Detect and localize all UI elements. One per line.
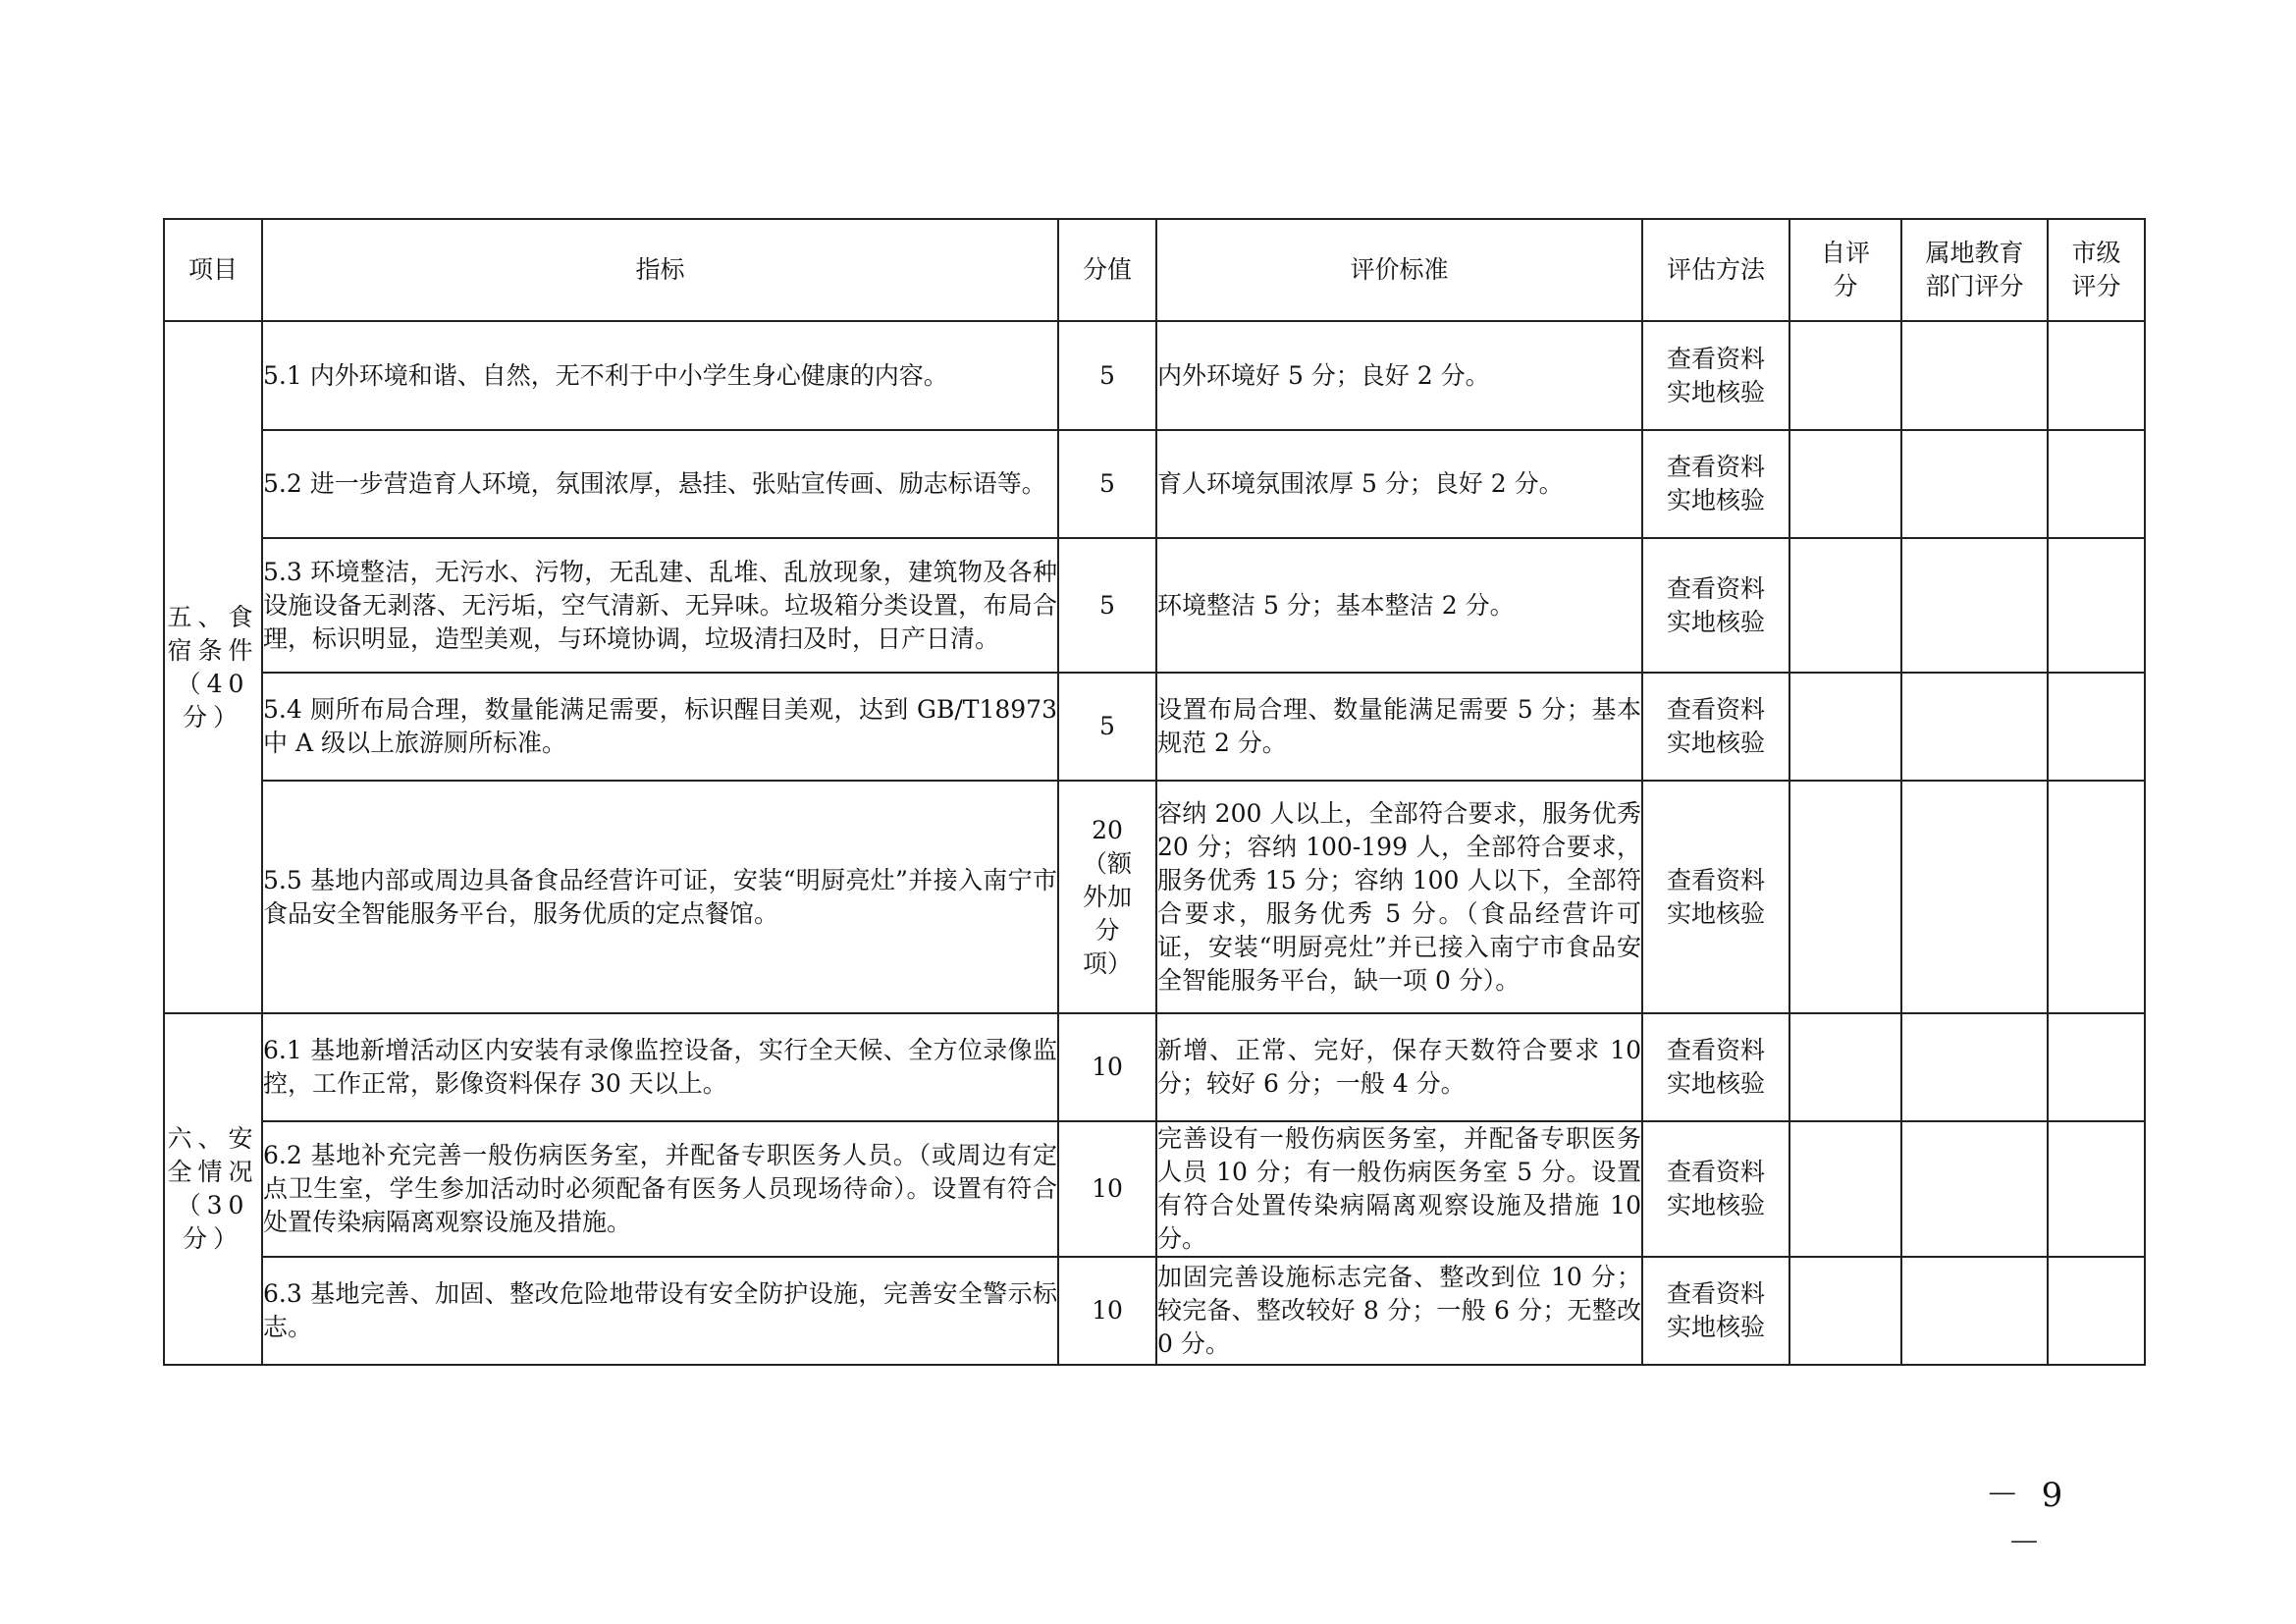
- method-line: 查看资料: [1666, 1036, 1765, 1064]
- score-cell: 10: [1058, 1121, 1156, 1257]
- local-score-cell[interactable]: [1901, 673, 2048, 781]
- score-cell: 5: [1058, 538, 1156, 673]
- method-line: 实地核验: [1666, 1313, 1765, 1341]
- local-score-cell[interactable]: [1901, 430, 2048, 538]
- self-score-cell[interactable]: [1789, 430, 1901, 538]
- indicator-cell: 5.2 进一步营造育人环境，氛围浓厚，悬挂、张贴宣传画、励志标语等。: [262, 430, 1058, 538]
- method-line: 实地核验: [1666, 607, 1765, 636]
- local-score-cell[interactable]: [1901, 321, 2048, 430]
- criteria-cell: 内外环境好 5 分；良好 2 分。: [1156, 321, 1642, 430]
- criteria-cell: 设置布局合理、数量能满足需要 5 分；基本规范 2 分。: [1156, 673, 1642, 781]
- indicator-cell: 6.3 基地完善、加固、整改危险地带设有安全防护设施，完善安全警示标志。: [262, 1257, 1058, 1365]
- self-score-cell[interactable]: [1789, 781, 1901, 1013]
- city-score-cell[interactable]: [2048, 1121, 2145, 1257]
- method-line: 实地核验: [1666, 377, 1765, 406]
- score-cell: 5: [1058, 321, 1156, 430]
- table-row: [164, 1013, 2145, 1121]
- table-row: [164, 1121, 2145, 1257]
- header-score: 分值: [1058, 219, 1156, 321]
- self-score-cell[interactable]: [1789, 1013, 1901, 1121]
- indicator-cell: 5.3 环境整洁，无污水、污物，无乱建、乱堆、乱放现象，建筑物及各种设施设备无剥落、无污垢，空气清新、无异味。垃圾箱分类设置，布局合理，标识明显，造型美观，与环境协调，垃圾清扫及时，日产日清。: [262, 538, 1058, 673]
- method-line: 实地核验: [1666, 1069, 1765, 1098]
- indicator-cell: 5.5 基地内部或周边具备食品经营许可证，安装“明厨亮灶”并接入南宁市食品安全智能服务平台，服务优质的定点餐馆。: [262, 781, 1058, 1013]
- score-cell: 10: [1058, 1257, 1156, 1365]
- self-score-cell[interactable]: [1789, 538, 1901, 673]
- method-line: 实地核验: [1666, 729, 1765, 757]
- score-cell: 20（额外加分项）: [1058, 781, 1156, 1013]
- city-score-cell[interactable]: [2048, 538, 2145, 673]
- method-line: 查看资料: [1666, 1279, 1765, 1308]
- self-score-cell[interactable]: [1789, 1257, 1901, 1365]
- method-cell: [1642, 781, 1789, 1013]
- indicator-cell: 5.4 厕所布局合理，数量能满足需要，标识醒目美观，达到 GB/T18973 中 A 级以上旅游厕所标准。: [262, 673, 1058, 781]
- score-cell: 5: [1058, 430, 1156, 538]
- city-score-cell[interactable]: [2048, 781, 2145, 1013]
- method-cell: [1642, 1013, 1789, 1121]
- local-score-cell[interactable]: [1901, 538, 2048, 673]
- method-cell: [1642, 321, 1789, 430]
- method-cell: [1642, 538, 1789, 673]
- local-score-cell[interactable]: [1901, 1121, 2048, 1257]
- header-criteria: 评价标准: [1156, 219, 1642, 321]
- city-score-cell[interactable]: [2048, 673, 2145, 781]
- criteria-cell: 育人环境氛围浓厚 5 分；良好 2 分。: [1156, 430, 1642, 538]
- method-line: 实地核验: [1666, 898, 1765, 928]
- local-score-cell[interactable]: [1901, 1013, 2048, 1121]
- self-score-cell[interactable]: [1789, 321, 1901, 430]
- method-line: 查看资料: [1666, 453, 1765, 481]
- table-row: [164, 538, 2145, 673]
- score-cell: 5: [1058, 673, 1156, 781]
- header-city-score: 市级评分: [2048, 219, 2145, 321]
- method-line: 实地核验: [1666, 1191, 1765, 1219]
- indicator-cell: 5.1 内外环境和谐、自然，无不利于中小学生身心健康的内容。: [262, 321, 1058, 430]
- city-score-cell[interactable]: [2048, 321, 2145, 430]
- method-cell: [1642, 1257, 1789, 1365]
- city-score-cell[interactable]: [2048, 1013, 2145, 1121]
- criteria-cell: 完善设有一般伤病医务室，并配备专职医务人员 10 分；有一般伤病医务室 5 分。设置有符合处置传染病隔离观察设施及措施 10 分。: [1156, 1121, 1642, 1257]
- indicator-cell: 6.2 基地补充完善一般伤病医务室，并配备专职医务人员。（或周边有定点卫生室，学生参加活动时必须配备有医务人员现场待命）。设置有符合处置传染病隔离观察设施及措施。: [262, 1121, 1058, 1257]
- method-line: 实地核验: [1666, 486, 1765, 514]
- header-row: [164, 219, 2145, 321]
- table-row: [164, 673, 2145, 781]
- city-score-cell[interactable]: [2048, 430, 2145, 538]
- indicator-cell: 6.1 基地新增活动区内安装有录像监控设备，实行全天候、全方位录像监控，工作正常，影像资料保存 30 天以上。: [262, 1013, 1058, 1121]
- method-line: 查看资料: [1666, 1158, 1765, 1186]
- table-row: [164, 321, 2145, 430]
- local-score-cell[interactable]: [1901, 1257, 2048, 1365]
- header-indicator: 指标: [262, 219, 1058, 321]
- city-score-cell[interactable]: [2048, 1257, 2145, 1365]
- table-row: [164, 781, 2145, 1013]
- category-cell: 六、安全情况（30分）: [164, 1013, 262, 1365]
- method-line: 查看资料: [1666, 695, 1765, 724]
- method-line: 查看资料: [1666, 865, 1765, 894]
- self-score-cell[interactable]: [1789, 673, 1901, 781]
- method-cell: [1642, 430, 1789, 538]
- method-line: 查看资料: [1666, 344, 1765, 373]
- score-cell: 10: [1058, 1013, 1156, 1121]
- table-row: [164, 1257, 2145, 1365]
- self-score-cell[interactable]: [1789, 1121, 1901, 1257]
- page-number: － 9 －: [1985, 1476, 2069, 1563]
- header-local-score: 属地教育部门评分: [1901, 219, 2048, 321]
- method-cell: [1642, 673, 1789, 781]
- criteria-cell: 环境整洁 5 分；基本整洁 2 分。: [1156, 538, 1642, 673]
- category-cell: 五、食宿条件（40分）: [164, 321, 262, 1013]
- header-self-score: 自评分: [1789, 219, 1901, 321]
- method-line: 查看资料: [1666, 573, 1765, 603]
- criteria-cell: 容纳 200 人以上，全部符合要求，服务优秀 20 分；容纳 100-199 人，全部符合要求，服务优秀 15 分；容纳 100 人以下，全部符合要求，服务优秀 5 分。（食品经营许可证，安装“明厨亮灶”并已接入南宁市食品安全智能服务平台，缺一项 0 分）。: [1156, 781, 1642, 1013]
- criteria-cell: 加固完善设施标志完备、整改到位 10 分；较完备、整改较好 8 分；一般 6 分；无整改 0 分。: [1156, 1257, 1642, 1365]
- method-cell: [1642, 1121, 1789, 1257]
- header-method: 评估方法: [1642, 219, 1789, 321]
- evaluation-table: [163, 218, 2146, 1366]
- criteria-cell: 新增、正常、完好，保存天数符合要求 10 分；较好 6 分；一般 4 分。: [1156, 1013, 1642, 1121]
- header-category: 项目: [164, 219, 262, 321]
- local-score-cell[interactable]: [1901, 781, 2048, 1013]
- table-row: [164, 430, 2145, 538]
